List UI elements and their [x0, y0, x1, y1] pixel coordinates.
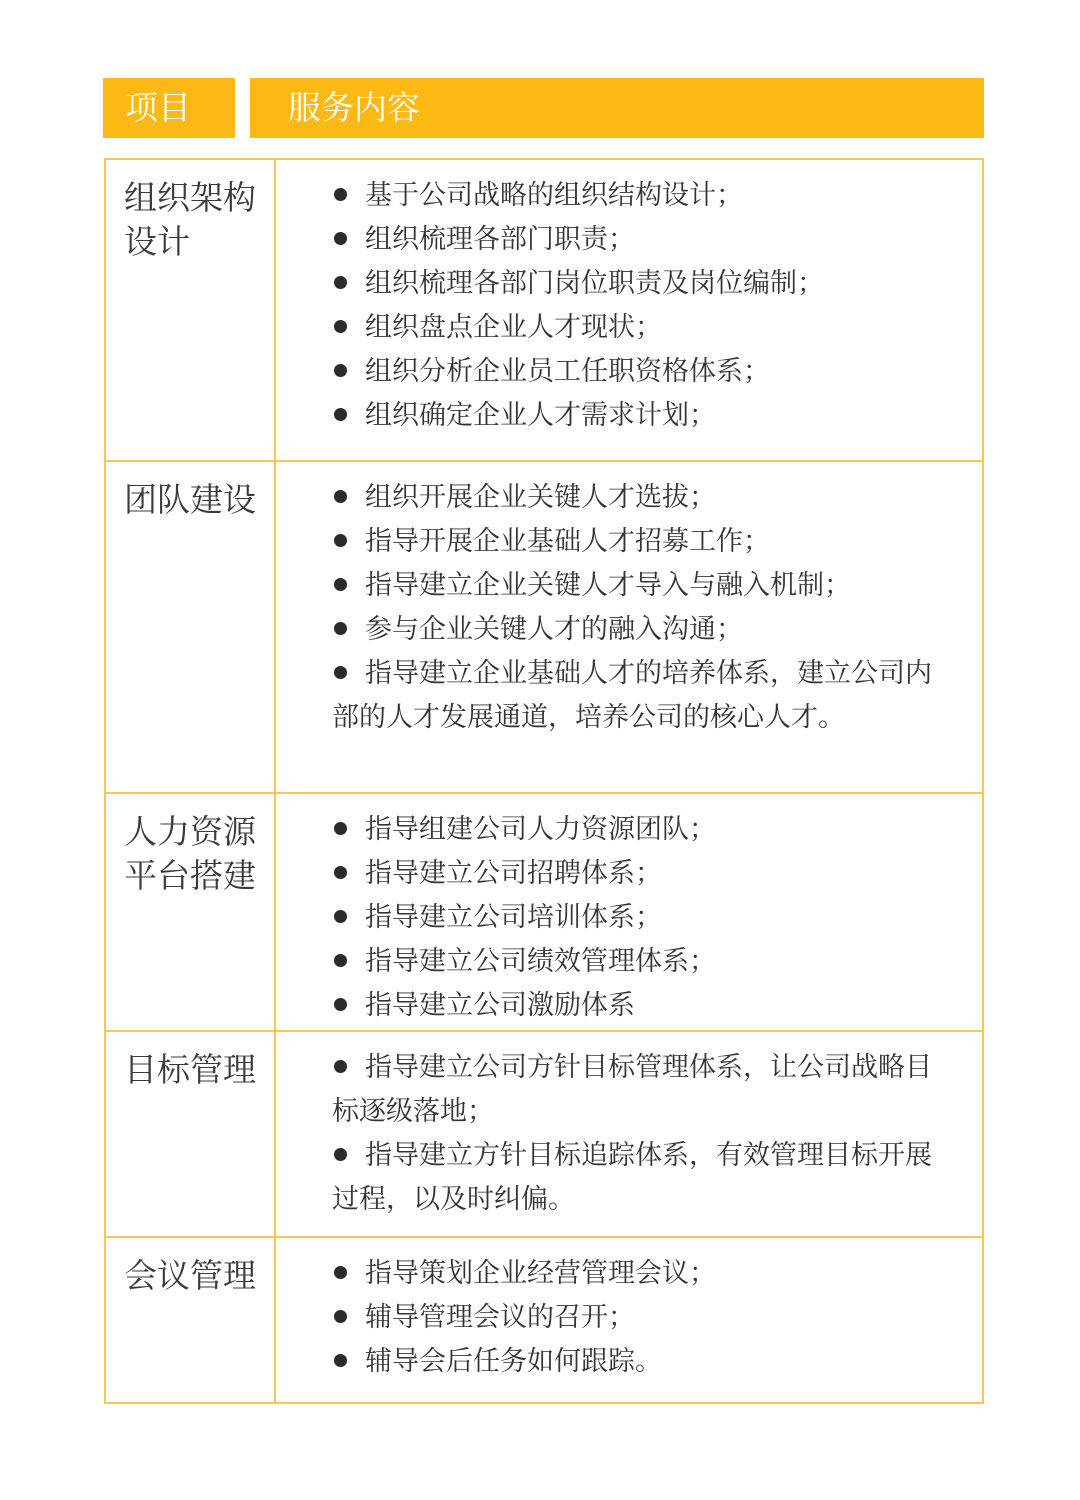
bullet-icon — [334, 998, 347, 1011]
list-item: 指导建立方针目标追踪体系，有效管理目标开展过程，以及时纠偏。 — [332, 1140, 932, 1215]
bullet-icon — [334, 578, 347, 591]
list-item: 辅导会后任务如何跟踪。 — [332, 1340, 942, 1384]
list-item: 组织分析企业员工任职资格体系； — [332, 350, 942, 394]
bullet-icon — [334, 910, 347, 923]
row-title: 会议管理 — [106, 1238, 276, 1402]
list-item: 指导建立企业关键人才导入与融入机制； — [332, 564, 942, 608]
row-title: 组织架构 设计 — [106, 160, 276, 460]
service-table — [104, 158, 984, 1404]
bullet-icon — [334, 954, 347, 967]
header-service-content: 服务内容 — [250, 78, 984, 138]
table-row — [106, 160, 982, 460]
list-item: 指导建立公司招聘体系； — [332, 852, 942, 896]
list-item: 组织盘点企业人才现状； — [332, 306, 942, 350]
bullet-icon — [334, 866, 347, 879]
list-item: 组织梳理各部门岗位职责及岗位编制； — [332, 262, 942, 306]
list-item: 辅导管理会议的召开； — [332, 1296, 942, 1340]
table-row — [106, 792, 982, 1030]
list-item: 指导建立公司激励体系 — [332, 984, 942, 1028]
list-item: 指导建立公司绩效管理体系； — [332, 940, 942, 984]
list-item: 指导建立公司培训体系； — [332, 896, 942, 940]
bullet-icon — [334, 1060, 347, 1073]
list-item: 指导开展企业基础人才招募工作； — [332, 520, 942, 564]
list-item: 指导建立公司方针目标管理体系，让公司战略目标逐级落地； — [332, 1052, 932, 1127]
table-row — [106, 1030, 982, 1236]
header-project: 项目 — [103, 78, 235, 138]
bullet-icon — [334, 490, 347, 503]
list-item: 组织确定企业人才需求计划； — [332, 394, 942, 438]
list-item: 指导组建公司人力资源团队； — [332, 808, 942, 852]
list-item: 指导策划企业经营管理会议； — [332, 1252, 942, 1296]
bullet-icon — [334, 364, 347, 377]
list-item: 组织开展企业关键人才选拔； — [332, 476, 942, 520]
list-item: 基于公司战略的组织结构设计； — [332, 174, 942, 218]
bullet-icon — [334, 822, 347, 835]
row-content — [276, 794, 982, 1030]
bullet-icon — [334, 622, 347, 635]
row-title: 团队建设 — [106, 462, 276, 792]
bullet-icon — [334, 1354, 347, 1367]
row-title: 目标管理 — [106, 1032, 276, 1236]
bullet-icon — [334, 188, 347, 201]
list-item: 组织梳理各部门职责； — [332, 218, 942, 262]
table-row — [106, 460, 982, 792]
list-item: 参与企业关键人才的融入沟通； — [332, 608, 942, 652]
row-content — [276, 1032, 982, 1236]
bullet-icon — [334, 534, 347, 547]
bullet-icon — [334, 666, 347, 679]
bullet-icon — [334, 276, 347, 289]
row-content — [276, 160, 982, 460]
bullet-icon — [334, 1148, 347, 1161]
bullet-icon — [334, 1310, 347, 1323]
row-content — [276, 1238, 982, 1402]
bullet-icon — [334, 232, 347, 245]
bullet-icon — [334, 1266, 347, 1279]
bullet-icon — [334, 408, 347, 421]
bullet-icon — [334, 320, 347, 333]
row-content — [276, 462, 982, 792]
row-title: 人力资源 平台搭建 — [106, 794, 276, 1030]
list-item: 指导建立企业基础人才的培养体系，建立公司内部的人才发展通道，培养公司的核心人才。 — [332, 658, 932, 733]
table-row — [106, 1236, 982, 1402]
